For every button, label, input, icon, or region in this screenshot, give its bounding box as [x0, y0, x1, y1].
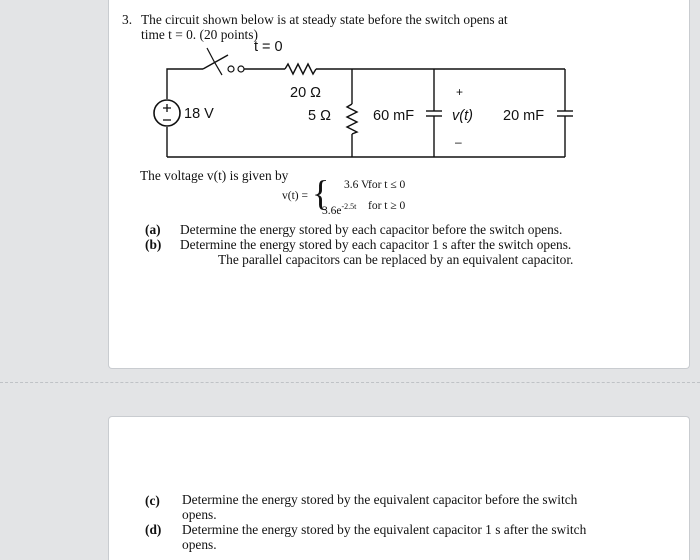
part-b-text: Determine the energy stored by each capacitor 1 s after the switch opens. [180, 237, 572, 252]
problem-intro-line2: time t = 0. (20 points) [141, 27, 258, 42]
voltage-lhs: v(t) = [282, 190, 308, 202]
problem-number: 3. [122, 12, 133, 27]
case1-condition: for t ≤ 0 [368, 179, 406, 191]
part-a-label: (a) [145, 222, 161, 237]
part-a-text: Determine the energy stored by each capacitor before the switch opens. [180, 222, 563, 237]
part-c-text-line2: opens. [182, 507, 217, 522]
voltage-source-icon [154, 100, 180, 126]
part-d-text-line1: Determine the energy stored by the equivalent capacitor 1 s after the switch [182, 522, 587, 537]
switch-contact [228, 66, 234, 72]
minus-sign: – [455, 135, 462, 149]
circuit-diagram [0, 0, 700, 200]
resistor-5-label: 5 Ω [308, 108, 331, 124]
source-label: 18 V [184, 106, 214, 122]
part-d-label: (d) [145, 522, 162, 537]
capacitor-20-label: 20 mF [503, 108, 545, 124]
switch-blade [203, 55, 228, 69]
switch-label: t = 0 [254, 39, 283, 55]
case1-value: 3.6 V [344, 179, 370, 191]
part-c-text-line1: Determine the energy stored by the equivalent capacitor before the switch [182, 492, 578, 507]
resistor-20-label: 20 Ω [290, 85, 321, 101]
case2-value: $3.6e^{-2.5t}$ [322, 202, 357, 217]
plus-sign: + [456, 85, 464, 99]
case2-condition: for t ≥ 0 [368, 200, 406, 212]
voltage-label: v(t) [452, 108, 473, 124]
part-c-label: (c) [145, 493, 160, 508]
part-d-text-line2: opens. [182, 537, 217, 552]
capacitor-60-label: 60 mF [373, 108, 415, 124]
piecewise-brace: { [312, 173, 330, 213]
dashed-divider [0, 382, 700, 384]
part-b-note: The parallel capacitors can be replaced by an equivalent capacitor. [218, 252, 574, 267]
voltage-intro: The voltage v(t) is given by [140, 168, 289, 183]
part-b-label: (b) [145, 237, 162, 252]
problem-intro-line1: The circuit shown below is at steady state before the switch opens at [141, 12, 508, 27]
